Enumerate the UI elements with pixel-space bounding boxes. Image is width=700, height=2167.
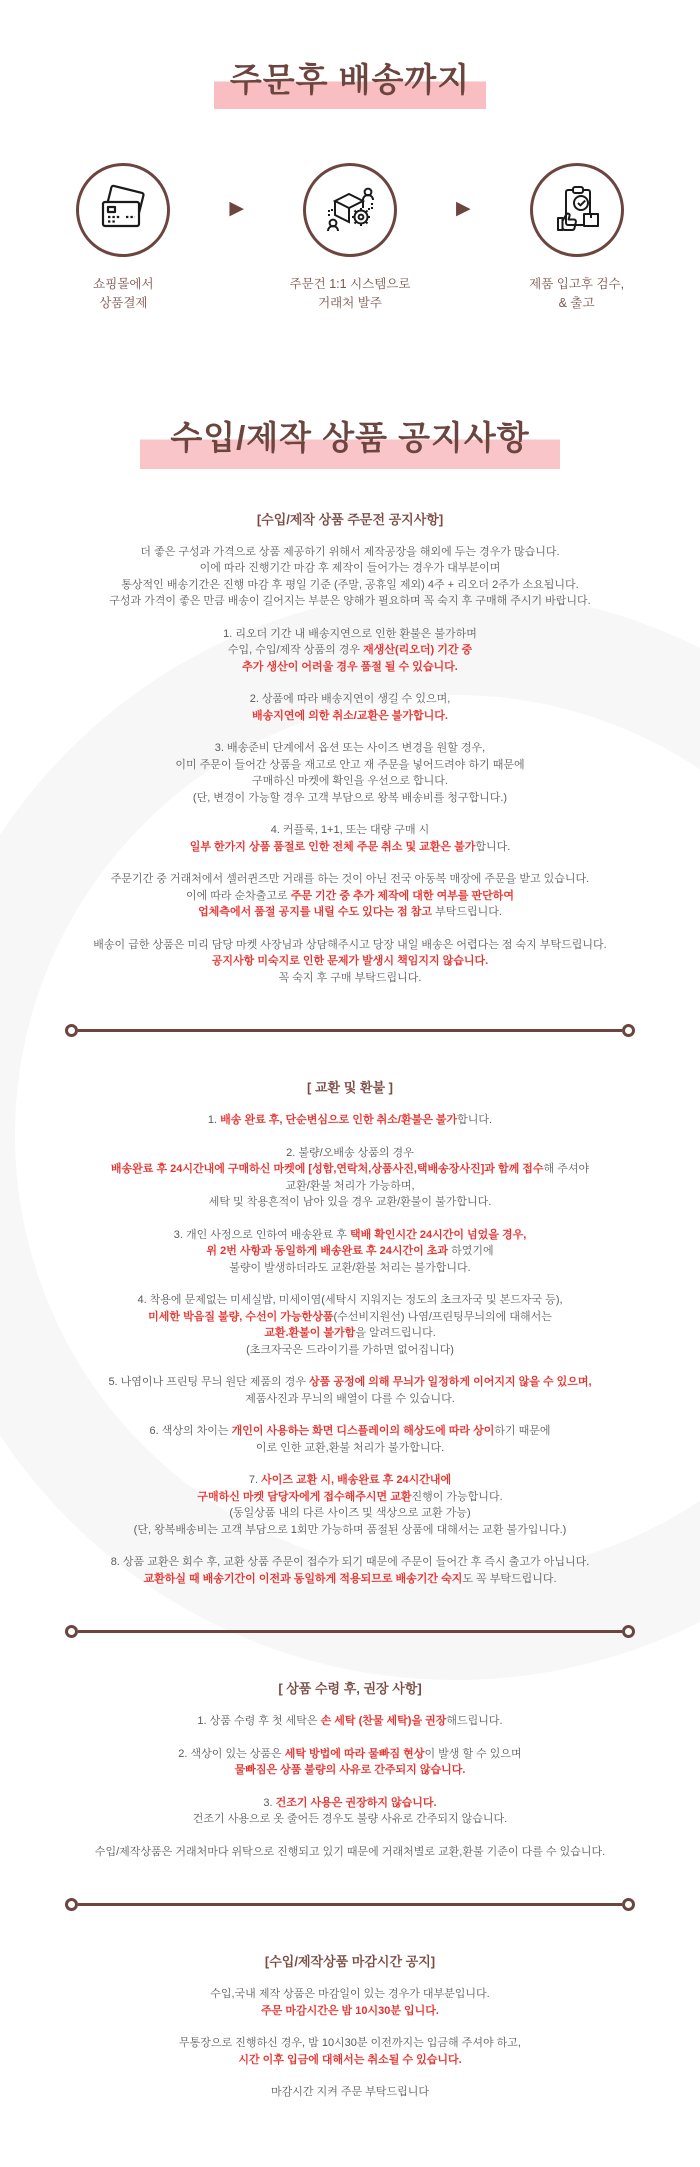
section-deadline-notice — [30, 1951, 670, 2101]
paragraph: 8. 상품 교환은 회수 후, 교환 상품 주문이 접수가 되기 때문에 주문이 들어간 후 즉시 출고가 아닙니다. 교환하실 때 배송기간이 이전과 동일하게 적용되므로 배송기간 숙지도 꼭 부탁드립니다. — [110, 1556, 590, 1585]
paragraph: 더 좋은 구성과 가격으로 상품 제공하기 위해서 제작공장을 해외에 두는 경우가 많습니다. 이에 따라 진행기간 마감 후 제작이 들어가는 경우가 대부분이며 통상적인 배송기간은 진행 마감 후 평일 기준 (주말, 공휴일 제외) 4주 + 리오더 2주가 소요됩니다. 구성과 가격이 좋은 만큼 배송이 길어지는 부분은 양해가 필요하며 꼭 숙지 후 구매해 주시기 바랍니다. — [109, 545, 591, 608]
paragraph: 2. 불량/오배송 상품의 경우 배송완료 후 24시간내에 구매하신 마켓에 [성함,연락처,상품사진,택배송장사진]과 함께 접수해 주셔야 교환/환불 처리가 가능하며, 세탁 및 착용흔적이 남아 있을 경우 교환/환불이 불가합니다. — [110, 1146, 590, 1209]
step-label-line: 상품결제 — [99, 296, 148, 311]
divider-endpoint — [65, 1024, 78, 1037]
paragraph: 2. 상품에 따라 배송지연이 생길 수 있으며, 배송지연에 의한 취소/교환은 불가합니다. — [249, 693, 451, 722]
divider-endpoint — [622, 1625, 635, 1638]
section-body — [30, 1986, 670, 2101]
order-process-diagram — [30, 163, 670, 314]
divider-line — [78, 1029, 622, 1032]
divider-line — [78, 1630, 622, 1633]
process-step-payment — [43, 163, 203, 314]
section-heading: [수입/제작상품 마감시간 공지] — [264, 1954, 436, 1970]
section-heading: [수입/제작 상품 주문전 공지사항] — [256, 511, 444, 527]
paragraph: 수입,국내 제작 상품은 마감일이 있는 경우가 대부분입니다. 주문 마감시간은 밤 10시30분 입니다. — [210, 1988, 490, 2017]
section-exchange-refund — [30, 1077, 670, 1587]
process-step-label — [290, 275, 411, 314]
credit-card-icon — [76, 163, 170, 257]
notice-title-text: 수입/제작 상품 공지사항 — [140, 410, 559, 469]
paragraph: 1. 배송 완료 후, 단순변심으로 인한 취소/환불은 불가합니다. — [207, 1114, 493, 1127]
divider-endpoint — [622, 1898, 635, 1911]
step-label-line: 쇼핑몰에서 — [93, 277, 154, 291]
paragraph: 2. 색상이 있는 상품은 세탁 방법에 따라 물빠짐 현상이 발생 할 수 있으며 물빠짐은 상품 불량의 사유로 간주되지 않습니다. — [178, 1747, 522, 1777]
page-title-text: 주문후 배송까지 — [214, 52, 486, 109]
paragraph: 7. 사이즈 교환 시, 배송완료 후 24시간내에 구매하신 마켓 담당자에게 접수해주시면 교환진행이 가능합니다. (동일상품 내의 다른 사이즈 및 색상으로 교환 가능) (단, 왕복배송비는 고객 부담으로 1회만 가능하며 품절된 상품에 대해서는 교환 불가입니다.) — [133, 1474, 567, 1536]
process-step-inspection — [497, 163, 657, 314]
section-after-receipt — [30, 1678, 670, 1860]
section-pre-order-notice — [30, 509, 670, 987]
paragraph: 3. 개인 사정으로 인하여 배송완료 후 택배 확인시간 24시간이 넘었을 경우, 위 2번 사항과 동일하게 배송완료 후 24시간이 초과 하였기에 불량이 발생하더라도 교환/환불 처리는 불가합니다. — [173, 1228, 527, 1274]
section-heading: [ 상품 수령 후, 권장 사항] — [278, 1681, 422, 1697]
paragraph: 3. 건조기 사용은 권장하지 않습니다. 건조기 사용으로 옷 줄어든 경우도 불량 사유로 간주되지 않습니다. — [192, 1796, 508, 1826]
arrow-right-icon: ▶ — [456, 198, 471, 219]
divider-endpoint — [622, 1024, 635, 1037]
divider-endpoint — [65, 1898, 78, 1911]
step-label-line: 제품 입고후 검수, — [529, 277, 625, 291]
paragraph: 무통장으로 진행하신 경우, 밤 10시30분 이전까지는 입금해 주셔야 하고, 시간 이후 입금에 대해서는 취소될 수 있습니다. — [179, 2037, 521, 2066]
section-body — [30, 1112, 670, 1587]
page-title — [30, 52, 670, 109]
paragraph: 1. 리오더 기간 내 배송지연으로 인한 환불은 불가하며 수입, 수입/제작 상품의 경우 재생산(리오더) 기간 중 추가 생산이 어려울 경우 품절 될 수 있습니다. — [223, 627, 477, 673]
divider-endpoint — [65, 1625, 78, 1638]
paragraph: 수입/제작상품은 거래처마다 위탁으로 진행되고 있기 때문에 거래처별로 교환,환불 기준이 다를 수 있습니다. — [94, 1845, 606, 1858]
section-divider — [65, 1024, 635, 1037]
paragraph: 주문기간 중 거래처에서 셀러퀸즈만 거래를 하는 것이 아닌 전국 아동복 매장에 주문을 받고 있습니다. 이에 따라 순차출고로 주문 기간 중 추가 제작에 대한 여부를 판단하여 업체측에서 품절 공지를 내릴 수도 있다는 점 참고 부탁드립니다. — [110, 873, 590, 919]
section-divider — [65, 1898, 635, 1911]
divider-line — [78, 1903, 622, 1906]
paragraph: 5. 나염이나 프린팅 무늬 원단 제품의 경우 상품 공정에 의해 무늬가 일정하게 이어지지 않을 수 있으며, 제품사진과 무늬의 배열이 다를 수 있습니다. — [108, 1376, 592, 1405]
section-body — [30, 544, 670, 987]
inspection-shipping-icon — [530, 163, 624, 257]
arrow-right-icon: ▶ — [229, 198, 244, 219]
paragraph: 4. 커플룩, 1+1, 또는 대량 구매 시 일부 한가지 상품 품절로 인한 전체 주문 취소 및 교환은 불가합니다. — [189, 824, 511, 853]
paragraph: 배송이 급한 상품은 미리 담당 마켓 사장님과 상담해주시고 당장 내일 배송은 어렵다는 점 숙지 부탁드립니다. 공지사항 미숙지로 인한 문제가 발생시 책임지지 않습니다. 꼭 숙지 후 구매 부탁드립니다. — [93, 938, 607, 984]
step-label-line: & 출고 — [558, 296, 595, 311]
process-step-label — [529, 275, 624, 314]
paragraph: 1. 상품 수령 후 첫 세탁은 손 세탁 (찬물 세탁)을 권장해드립니다. — [197, 1715, 503, 1728]
section-body — [30, 1713, 670, 1860]
paragraph: 마감시간 지켜 주문 부탁드립니다 — [271, 2086, 429, 2099]
process-step-label — [93, 275, 153, 314]
section-divider — [65, 1625, 635, 1638]
step-label-line: 주문건 1:1 시스템으로 — [289, 277, 411, 291]
order-system-icon — [303, 163, 397, 257]
paragraph: 4. 착용에 문제없는 미세실밥, 미세이염(세탁시 지워지는 정도의 초크자국 및 본드자국 등), 미세한 박음질 불량, 수선이 가능한상품(수선비지원선) 나염/프린팅무늬의에 대해서는 교환.환불이 불가함을 알려드립니다. (초크자국은 드라이기를 가하면 없어집니다) — [137, 1294, 563, 1356]
paragraph: 6. 색상의 차이는 개인이 사용하는 화면 디스플레이의 해상도에 따라 상이하기 때문에 이로 인한 교환,환불 처리가 불가합니다. — [149, 1425, 551, 1454]
process-step-order — [270, 163, 430, 314]
notice-title — [30, 410, 670, 469]
step-label-line: 거래처 발주 — [318, 296, 382, 311]
paragraph: 3. 배송준비 단계에서 옵션 또는 사이즈 변경을 원할 경우, 이미 주문이 들어간 상품을 재고로 안고 재 주문을 넣어드려야 하기 때문에 구매하신 마켓에 확인을 우선으로 합니다. (단, 변경이 가능할 경우 고객 부담으로 왕복 배송비를 청구합니다.) — [175, 742, 525, 804]
section-heading: [ 교환 및 환불 ] — [307, 1080, 393, 1096]
